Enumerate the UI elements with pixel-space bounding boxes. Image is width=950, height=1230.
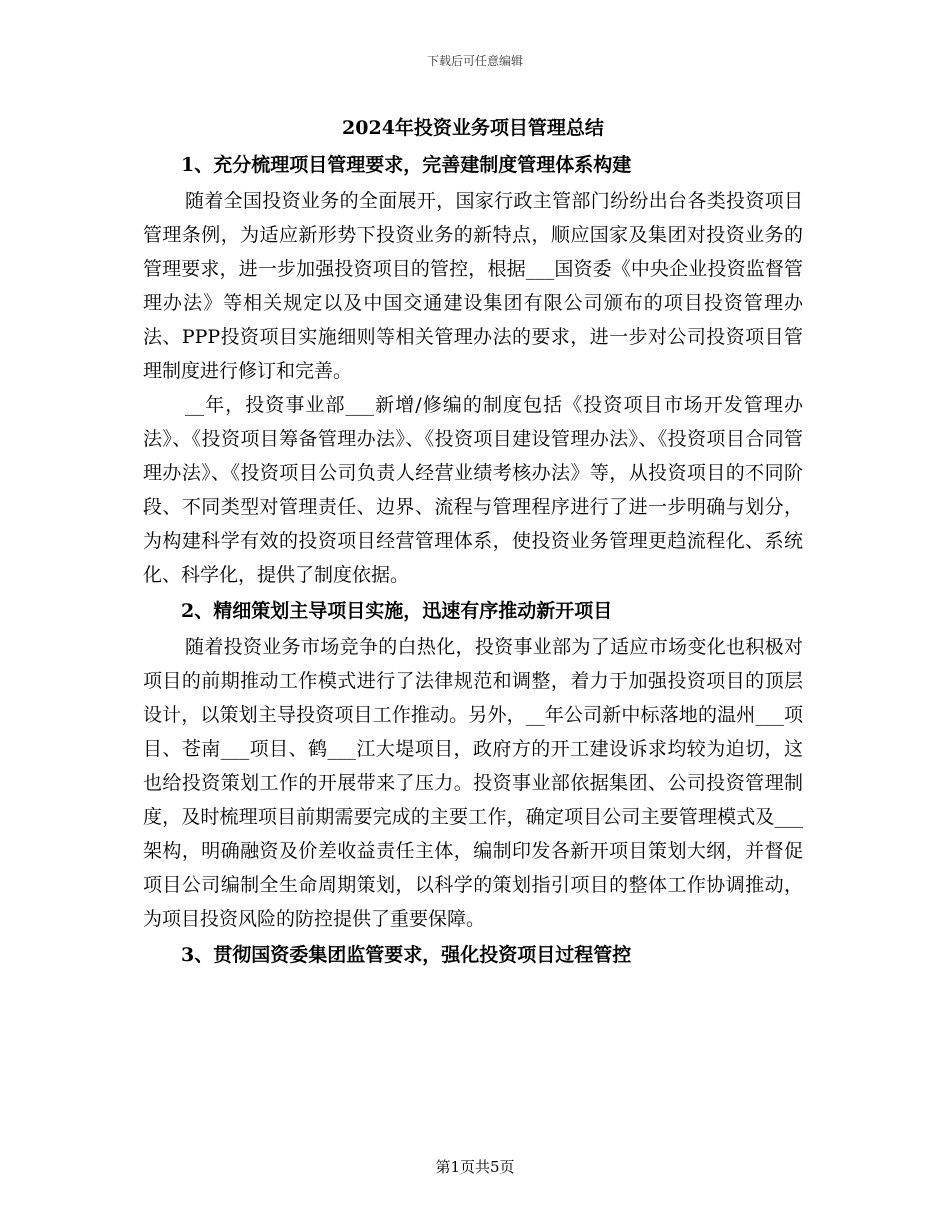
document-body [143,112,803,974]
document-title: 2024年投资业务项目管理总结 [342,117,604,139]
section-heading-3: 3、贯彻国资委集团监管要求，强化投资项目过程管控 [181,944,632,966]
page-number: 第1页共5页 [435,1158,515,1176]
paragraph: 随着投资业务市场竞争的白热化，投资事业部为了适应市场变化也积极对项目的前期推动工作模式进行了法律规范和调整，着力于加强投资项目的顶层设计，以策划主导投资项目工作推动。另外，__年公司新中标落地的温州___项目、苍南___项目、鹤___江大堤项目，政府方的开工建设诉求均较为迫切，这也给投资策划工作的开展带来了压力。投资事业部依据集团、公司投资管理制度，及时梳理项目前期需要完成的主要工作，确定项目公司主要管理模式及___架构，明确融资及价差收益责任主体，编制印发各新开项目策划大纲，并督促项目公司编制全生命周期策划，以科学的策划指引项目的整体工作协调推动，为项目投资风险的防控提供了重要保障。 [143,636,803,930]
paragraph: 随着全国投资业务的全面展开，国家行政主管部门纷纷出台各类投资项目管理条例，为适应新形势下投资业务的新特点，顺应国家及集团对投资业务的管理要求，进一步加强投资项目的管控，根据___国资委《中央企业投资监督管理办法》等相关规定以及中国交通建设集团有限公司颁布的项目投资管理办法、PPP投资项目实施细则等相关管理办法的要求，进一步对公司投资项目管理制度进行修订和完善。 [143,190,803,382]
paragraph: __年，投资事业部___新增/修编的制度包括《投资项目市场开发管理办法》、《投资项目筹备管理办法》、《投资项目建设管理办法》、《投资项目合同管理办法》、《投资项目公司负责人经营业绩考核办法》等，从投资项目的不同阶段、不同类型对管理责任、边界、流程与管理程序进行了进一步明确与划分，为构建科学有效的投资项目经营管理体系，使投资业务管理更趋流程化、系统化、科学化，提供了制度依据。 [143,394,803,586]
section-heading-2: 2、精细策划主导项目实施，迅速有序推动新开项目 [181,600,613,622]
section-heading-1: 1、充分梳理项目管理要求，完善建制度管理体系构建 [181,154,632,176]
header-note: 下载后可任意编辑 [426,54,523,68]
